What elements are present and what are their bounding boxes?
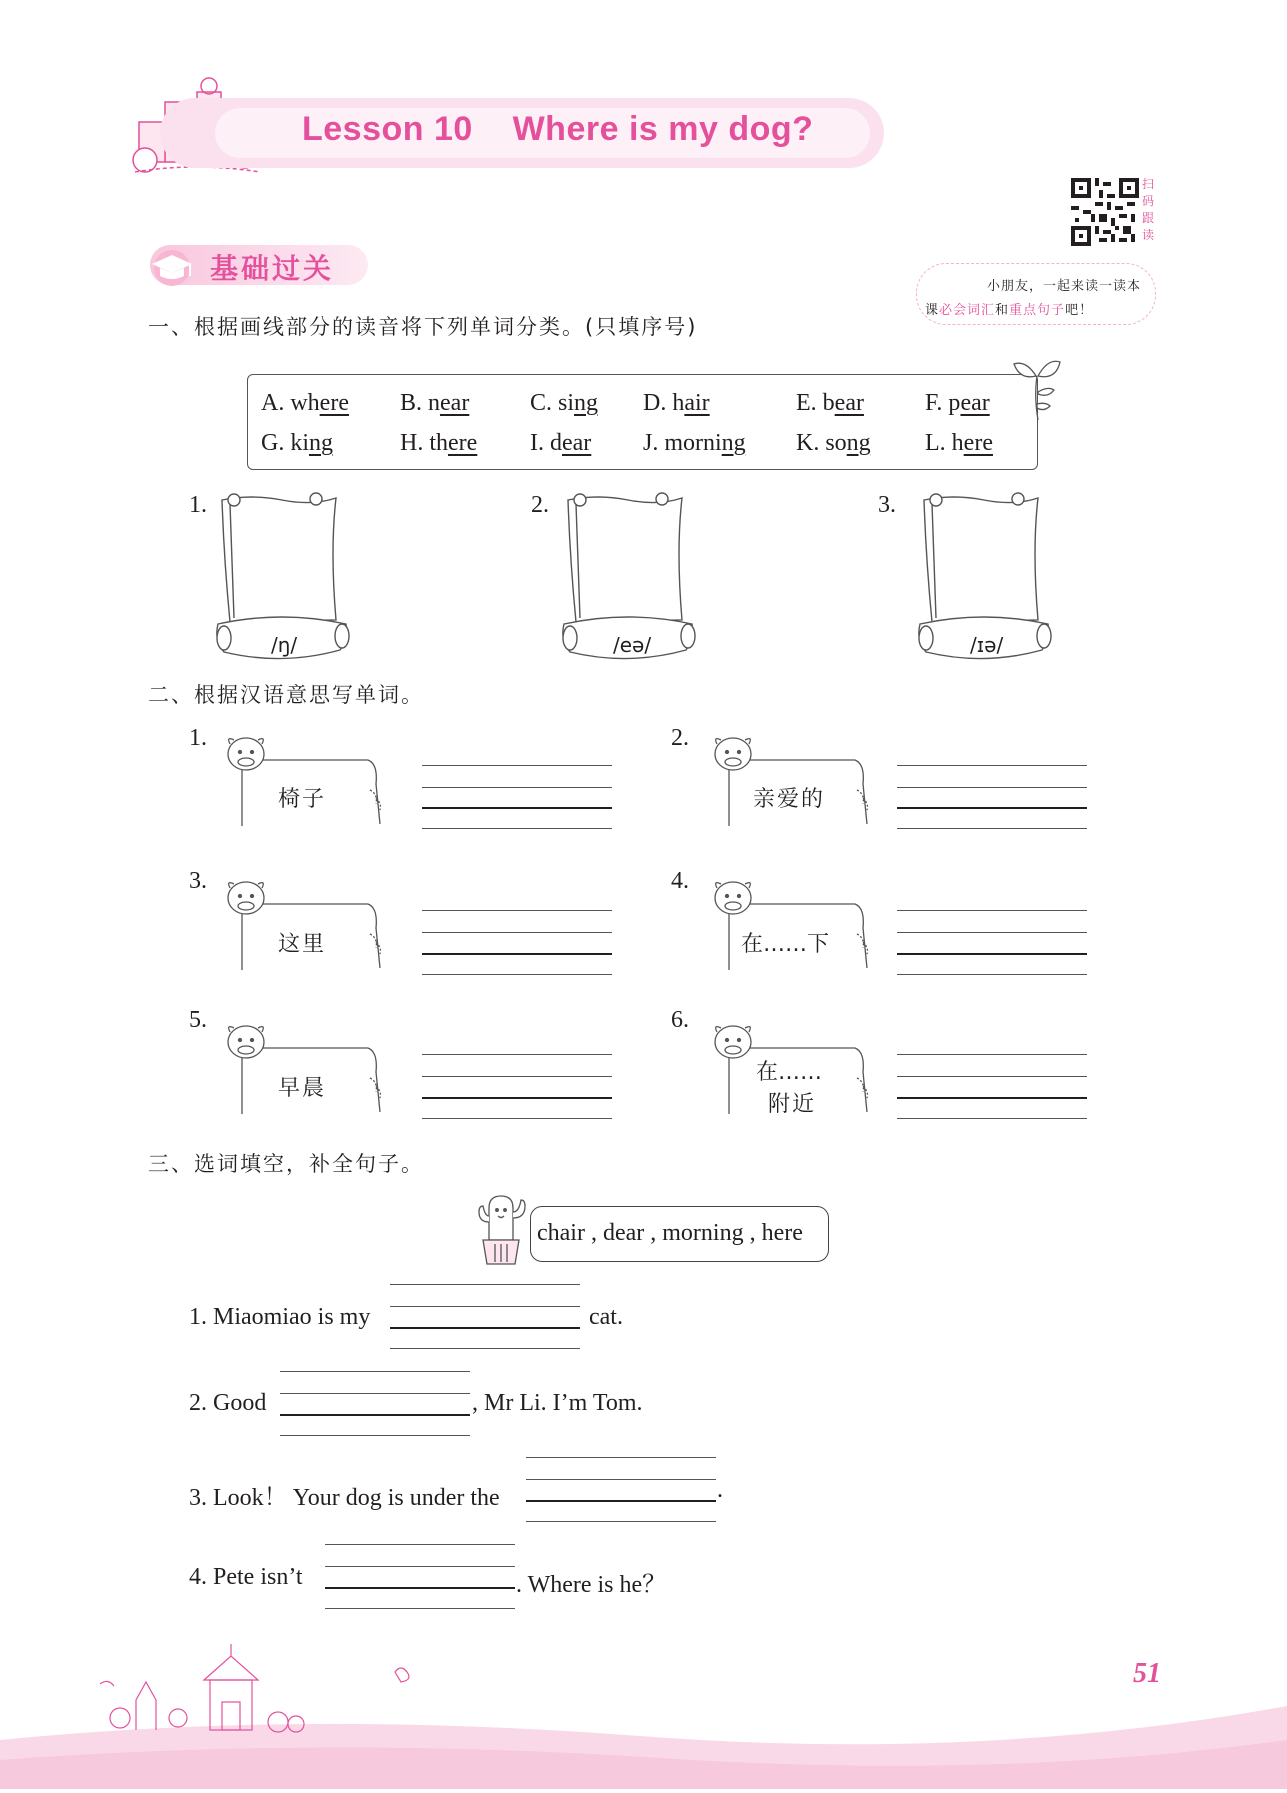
word-underlined: ng [846,430,871,456]
writing-line [526,1457,716,1458]
item-number: 1. [189,725,207,751]
writing-line [390,1306,580,1307]
word-underlined: ng [721,430,746,456]
writing-line-base[interactable] [897,807,1087,809]
page-number: 51 [1133,1658,1161,1689]
chinese-meaning: 在……下 [741,932,830,957]
writing-line [526,1479,716,1480]
writing-line [422,828,612,829]
qr-label-char: 跟 [1142,211,1155,225]
writing-line [280,1371,470,1372]
scroll-number: 3. [878,492,896,518]
tip-line-1: 小朋友，一起来读一读本 [986,279,1141,294]
question-3-heading: 三、选词填空，补全句子。 [148,1152,424,1176]
chinese-meaning: 椅子 [278,787,327,812]
sentence-3-end: . [717,1477,723,1503]
word-text: I. d [530,430,562,456]
writing-line [897,765,1087,766]
item-number: 3. [189,868,207,894]
word-text: L. h [925,430,964,456]
section-title: 基础过关 [210,252,335,285]
writing-line [325,1608,515,1609]
word-underlined: ear [562,430,592,456]
writing-line [897,1054,1087,1055]
sentence-4-start: 4. Pete isn’t [189,1564,303,1590]
word-option [796,430,871,457]
word-text: K. so [796,430,847,456]
tip-highlight-sentences: 重点句子 [1009,303,1066,318]
item-number: 4. [671,868,689,894]
chinese-meaning: 亲爱的 [753,787,826,812]
word-text: F. p [925,390,961,416]
writing-line [897,910,1087,911]
sprout-icon [1012,356,1062,422]
writing-line [422,1118,612,1119]
question-1-heading: 一、根据画线部分的读音将下列单词分类。(只填序号) [148,315,698,339]
word-underlined: ere [448,430,478,456]
writing-line [897,1118,1087,1119]
word-text: H. th [400,430,448,456]
word-text: J. morni [643,430,722,456]
writing-line [422,1054,612,1055]
tip-highlight-vocab: 必会词汇 [939,303,996,318]
sentence-3-start: 3. Look！ Your dog is under the [189,1485,500,1511]
word-text: B. n [400,390,441,416]
qr-label [1142,176,1158,244]
writing-line [390,1284,580,1285]
qr-code-icon[interactable] [1071,178,1139,246]
word-underlined: ng [309,430,333,456]
qr-label-char: 码 [1142,194,1155,208]
item-number: 6. [671,1007,689,1033]
writing-line [422,787,612,788]
word-option [530,390,598,417]
item-number: 2. [671,725,689,751]
tip-text-part: 和 [995,303,1010,318]
writing-line-base[interactable] [897,953,1087,955]
cactus-icon [473,1192,533,1266]
writing-line [897,828,1087,829]
chinese-meaning: 早晨 [278,1076,327,1101]
writing-line [422,974,612,975]
writing-line [422,765,612,766]
writing-line [897,787,1087,788]
writing-line [526,1521,716,1522]
word-option [261,430,333,457]
writing-line-base[interactable] [422,953,612,955]
writing-line [422,932,612,933]
chinese-meaning-line2: 附近 [768,1092,817,1117]
graduation-cap-icon [146,246,198,286]
footer-decoration [0,1640,1287,1789]
word-option [925,390,990,417]
writing-line [390,1348,580,1349]
sentence-4-end: . Where is he？ [516,1572,667,1598]
word-underlined: ere [963,430,993,456]
word-option [643,430,746,457]
blank-answer-2[interactable] [280,1414,470,1416]
scroll-number: 2. [531,492,549,518]
writing-line [280,1393,470,1394]
cow-card [707,734,877,828]
blank-answer-1[interactable] [390,1327,580,1329]
cow-card [220,734,390,828]
word-underlined: ear [834,390,864,416]
writing-line-base[interactable] [422,1097,612,1099]
writing-line [325,1544,515,1545]
phonetic-label: /ŋ/ [271,633,298,657]
word-underlined: air [684,390,710,416]
question-2-heading: 二、根据汉语意思写单词。 [148,683,424,707]
word-bank: chair , dear , morning , here [537,1220,803,1246]
word-option [643,390,710,417]
writing-line [325,1566,515,1567]
writing-line [897,974,1087,975]
scroll-number: 1. [189,492,207,518]
chinese-meaning: 在…… [756,1060,823,1085]
word-option [530,430,591,457]
item-number: 5. [189,1007,207,1033]
tip-text-part: 吧！ [1065,303,1094,318]
writing-line-base[interactable] [897,1097,1087,1099]
writing-line [897,1076,1087,1077]
blank-answer-3[interactable] [526,1500,716,1502]
qr-label-char: 读 [1142,228,1155,242]
word-text: A. wh [261,390,320,416]
writing-line [280,1435,470,1436]
writing-line [422,1076,612,1077]
phonetic-label: /eə/ [613,633,652,657]
word-option [925,430,993,457]
word-option [400,430,477,457]
word-underlined: ear [960,390,990,416]
writing-line [897,932,1087,933]
sentence-2-end: , Mr Li. I’m Tom. [472,1390,643,1416]
writing-line [422,910,612,911]
word-option [261,390,349,417]
tip-text [925,275,1147,323]
word-underlined: ng [574,390,599,416]
phonetic-label: /ɪə/ [970,633,1004,657]
tip-line-2 [925,299,1147,323]
word-text: C. si [530,390,575,416]
word-underlined: ear [440,390,470,416]
blank-answer-4[interactable] [325,1587,515,1589]
word-text: G. ki [261,430,309,456]
word-text: D. h [643,390,685,416]
sentence-1-start: 1. Miaomiao is my [189,1304,371,1330]
writing-line-base[interactable] [422,807,612,809]
sentence-2-start: 2. Good [189,1390,267,1416]
word-underlined: ere [319,390,349,416]
word-text: E. b [796,390,835,416]
sentence-1-end: cat. [589,1304,623,1330]
chinese-meaning: 这里 [278,932,327,957]
lesson-title: Lesson 10 Where is my dog? [302,110,814,148]
tip-text-part: 课 [925,303,940,318]
qr-label-char: 扫 [1142,177,1155,191]
word-option [400,390,469,417]
word-option [796,390,864,417]
